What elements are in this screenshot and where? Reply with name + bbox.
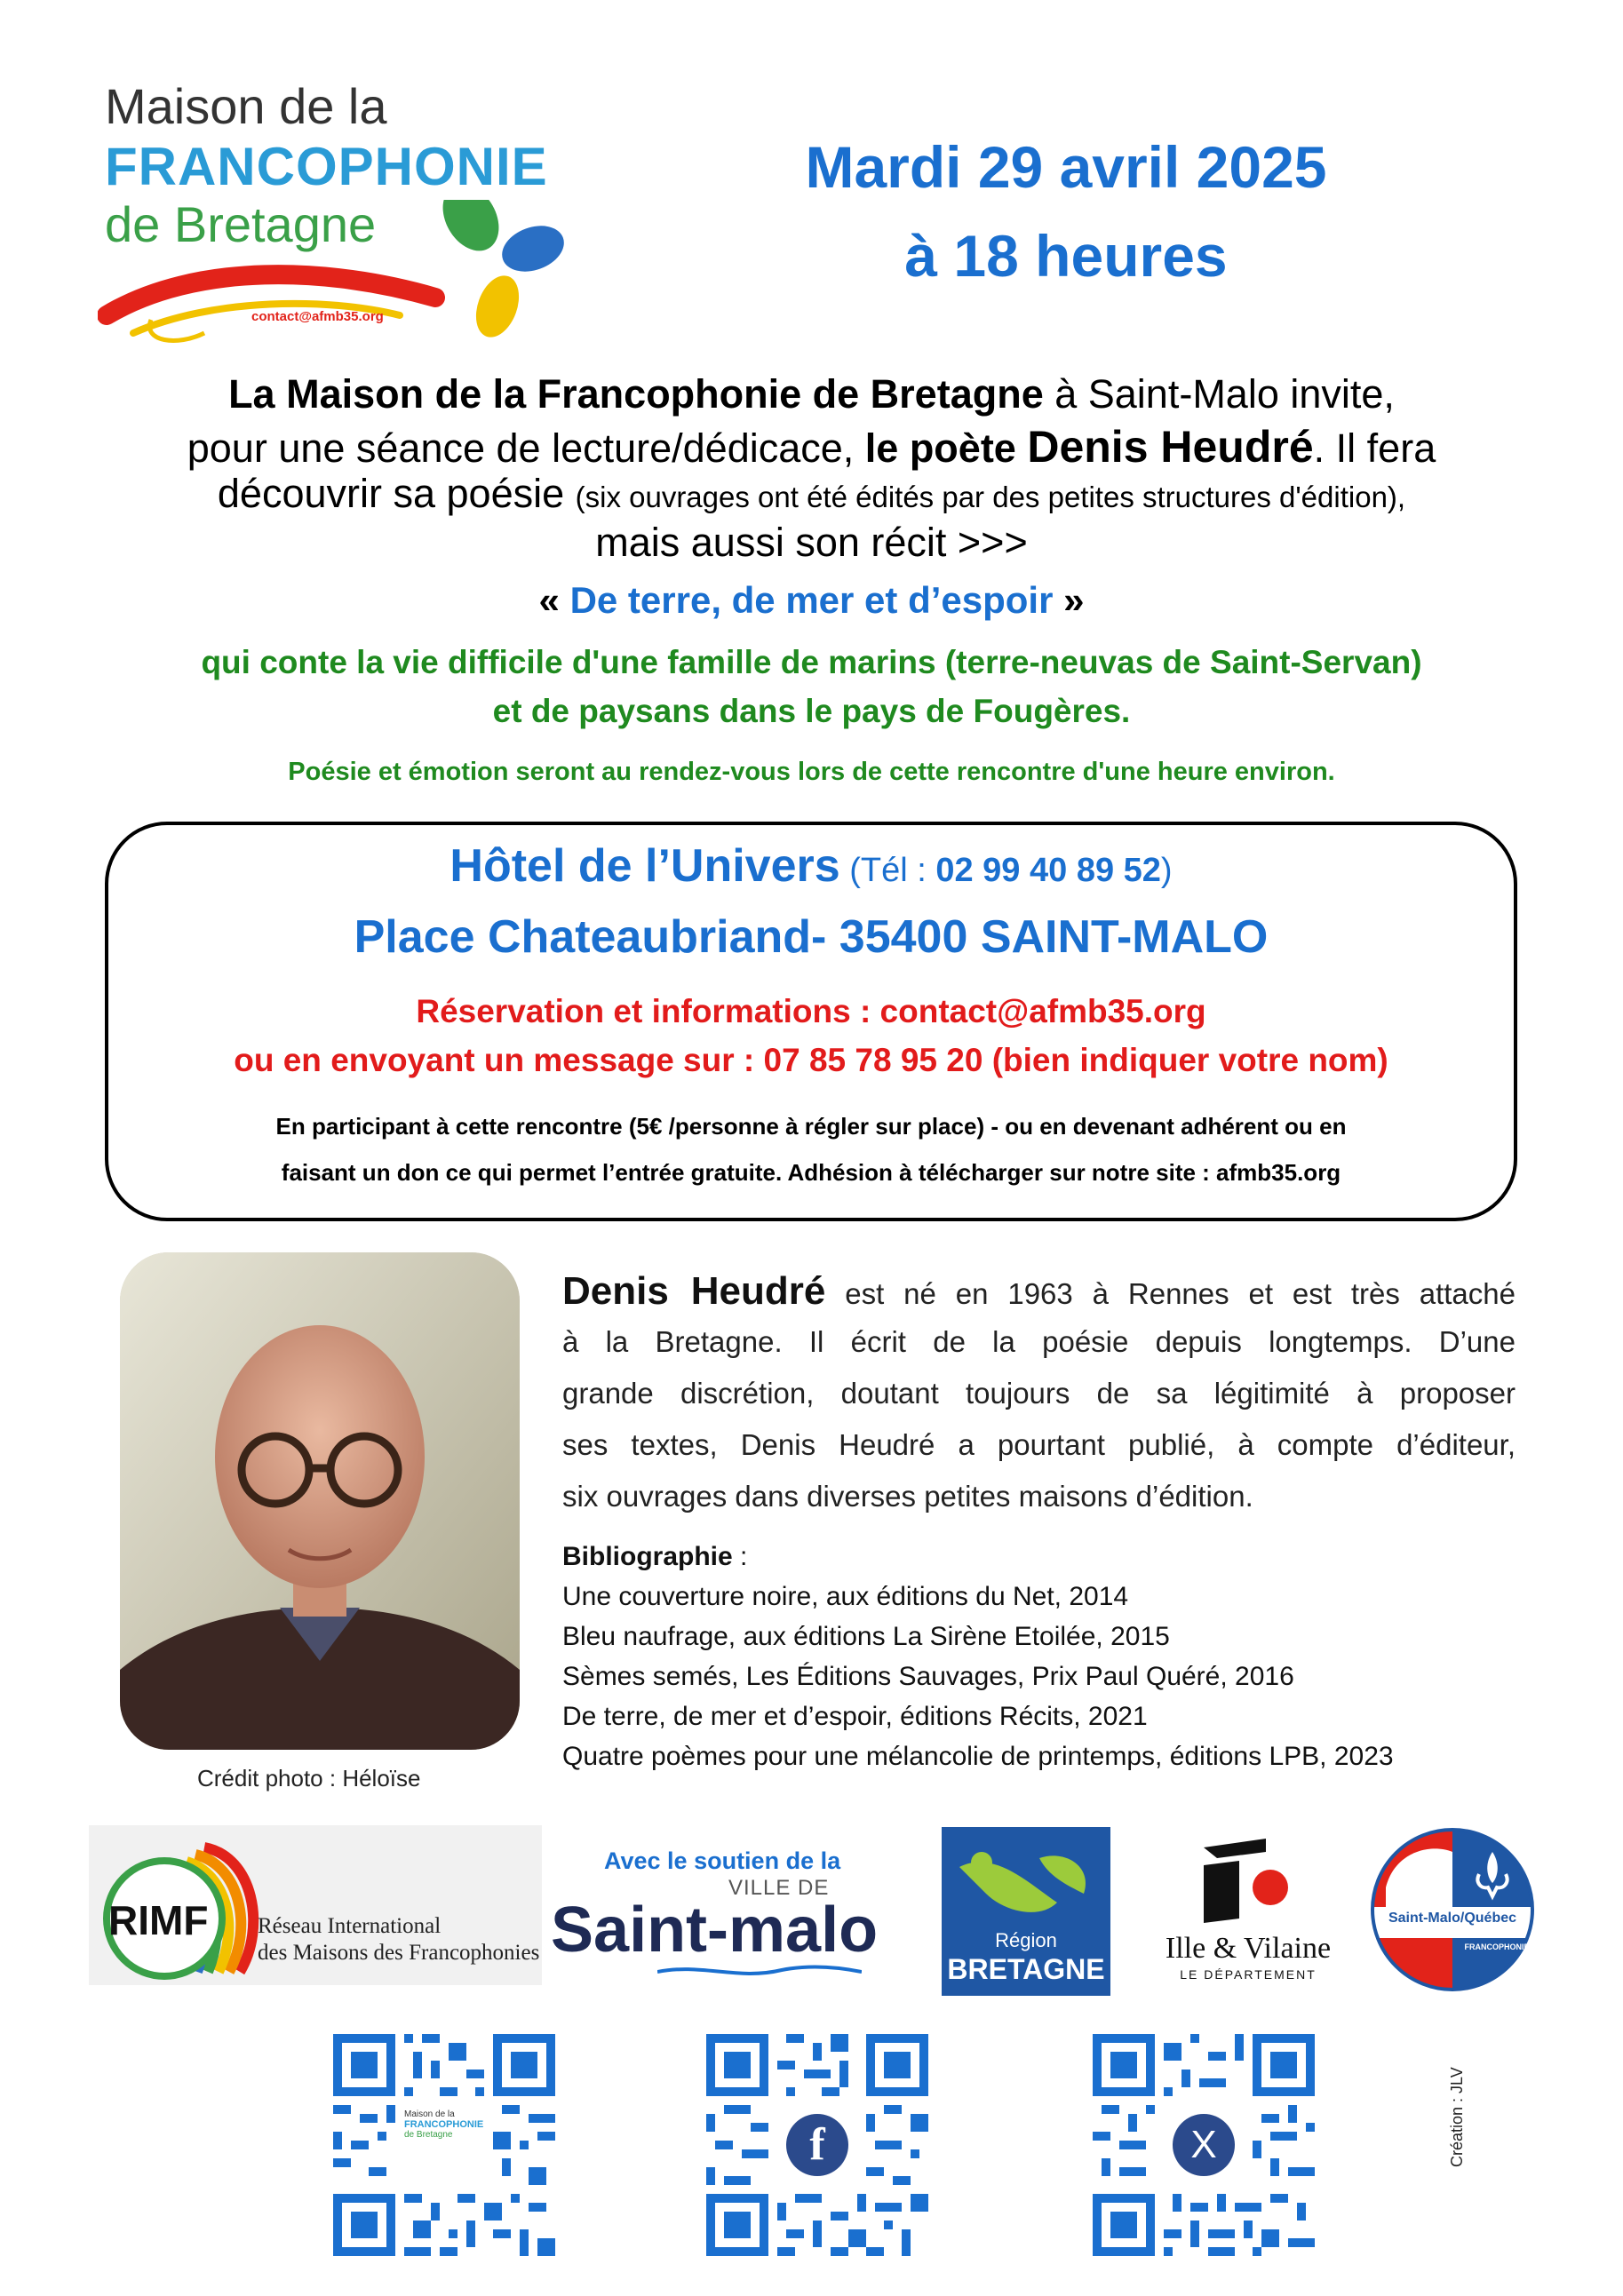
rimf-line-1: Réseau International [258, 1914, 442, 1938]
logo-email: contact@afmb35.org [251, 309, 384, 324]
bibliography-item: De terre, de mer et d’espoir, éditions Récits, 2021 [562, 1702, 1148, 1731]
bibliography-colon: : [732, 1542, 748, 1571]
poet-name: Denis Heudré [1027, 422, 1314, 472]
bibliography-item: Quatre poèmes pour une mélancolie de printemps, éditions LPB, 2023 [562, 1742, 1394, 1771]
quote-open: « [538, 579, 570, 621]
photo-credit: Crédit photo : Héloïse [197, 1765, 421, 1792]
intro-text-bold: le poète [864, 425, 1028, 471]
rimf-line-2: des Maisons des Francophonies [258, 1941, 540, 1965]
facebook-icon-glyph: f [809, 2119, 825, 2170]
intro-text: à Saint-Malo invite, [1043, 371, 1395, 417]
logo-line-1: Maison de la [105, 78, 387, 134]
event-tagline: Poésie et émotion seront au rendez-vous lors de cette rencontre d'une heure environ. [288, 758, 1335, 786]
venue-name-line [105, 839, 1517, 893]
intro-text: . Il fera [1313, 425, 1436, 471]
author-photo [120, 1252, 520, 1750]
book-summary-line-2: et de paysans dans le pays de Fougères. [492, 693, 1131, 729]
intro-text: pour une séance de lecture/dédicace, [187, 425, 865, 471]
intro-line-3 [53, 471, 1570, 517]
saint-malo-name: Saint-malo [551, 1895, 879, 1966]
book-title: De terre, de mer et d’espoir [569, 579, 1054, 621]
bio-line-2: à la Bretagne. Il écrit de la poésie depuis longtemps. D’une [562, 1325, 1516, 1358]
qr-logo-line-1: Maison de la [404, 2109, 455, 2119]
logo-swoosh-icon [98, 196, 569, 351]
rimf-logo [89, 1825, 542, 1985]
bibliography-heading [562, 1537, 747, 1577]
rimf-acronym: RIMF [108, 1897, 209, 1943]
bio-line-4: ses textes, Denis Heudré a pourtant publié, à compte d’éditeur, [562, 1428, 1516, 1461]
bio-line-3: grande discrétion, doutant toujours de sa légitimité à proposer [562, 1377, 1516, 1410]
smq-sub: FRANCOPHONIE [1464, 1942, 1530, 1951]
bio-line-1 [562, 1266, 1516, 1320]
region-name: BRETAGNE [947, 1953, 1105, 1985]
saint-malo-quebec-logo [1368, 1825, 1537, 1994]
bio-line-5: six ouvrages dans diverses petites maisons d’édition. [562, 1480, 1253, 1513]
bibliography-item: Une couverture noire, aux éditions du Net, 2014 [562, 1582, 1129, 1611]
venue-phone: 02 99 40 89 52 [935, 852, 1161, 889]
bio-text: est né en 1963 à Rennes et est très attaché [825, 1277, 1516, 1310]
qr-code-facebook[interactable] [706, 2034, 928, 2256]
venue-address: Place Chateaubriand- 35400 SAINT-MALO [354, 911, 1269, 963]
qr-code-website[interactable] [333, 2034, 555, 2256]
bibliography-item: Bleu naufrage, aux éditions La Sirène Etoilée, 2015 [562, 1622, 1170, 1651]
x-icon-glyph: X [1190, 2123, 1217, 2166]
intro-text: découvrir sa poésie [217, 471, 576, 516]
intro-line-4: mais aussi son récit >>> [595, 520, 1028, 565]
bibliography-item: Sèmes semés, Les Éditions Sauvages, Prix Paul Quéré, 2016 [562, 1662, 1294, 1691]
saint-malo-support: Avec le soutien de la [604, 1847, 841, 1874]
ille-vilaine-logo [1137, 1839, 1359, 1990]
book-summary-line-1: qui conte la vie difficile d'une famille de marins (terre-neuvas de Saint-Servan) [201, 644, 1422, 680]
quote-close: » [1053, 579, 1085, 621]
facebook-icon [786, 2114, 848, 2176]
intro-text-small: (six ouvrages ont été édités par des petites structures d'édition), [575, 481, 1406, 513]
event-date: Mardi 29 avril 2025 [805, 134, 1327, 200]
qr-logo-line-2: FRANCOPHONIE [404, 2119, 484, 2130]
message-line: ou en envoyant un message sur : 07 85 78 95 20 (bien indiquer votre nom) [234, 1042, 1388, 1078]
venue-name: Hôtel de l’Univers [450, 840, 840, 892]
tel-close: ) [1160, 852, 1173, 889]
participation-note-1: En participant à cette rencontre (5€ /personne à régler sur place) - ou en devenant adhérent ou en [275, 1113, 1347, 1140]
event-time: à 18 heures [904, 223, 1228, 289]
participation-note-2: faisant un don ce qui permet l’entrée gratuite. Adhésion à télécharger sur notre site : afmb35.org [281, 1159, 1341, 1186]
qr-center-logo [404, 2109, 489, 2176]
logo-line-2: FRANCOPHONIE [105, 137, 548, 196]
smq-name: Saint-Malo/Québec [1388, 1911, 1517, 1926]
tel-label: (Tél : [839, 852, 936, 889]
ille-vilaine-sub: LE DÉPARTEMENT [1180, 1967, 1317, 1982]
qr-logo-line-3: de Bretagne [404, 2130, 453, 2140]
author-name: Denis Heudré [562, 1269, 826, 1313]
region-label: Région [995, 1929, 1057, 1951]
region-bretagne-logo [942, 1827, 1110, 1996]
design-credit: Création : JLV [1448, 2067, 1466, 2167]
logo-line-3: de Bretagne [105, 196, 377, 252]
bibliography-title: Bibliographie [562, 1542, 733, 1571]
reservation-line: Réservation et informations : contact@afmb35.org [416, 993, 1206, 1029]
saint-malo-ville: VILLE DE [728, 1876, 830, 1900]
book-title-line [53, 579, 1570, 622]
x-icon [1173, 2114, 1235, 2176]
qr-code-x[interactable] [1093, 2034, 1315, 2256]
saint-malo-logo [551, 1847, 924, 1981]
intro-org-name: La Maison de la Francophonie de Bretagne [228, 371, 1044, 417]
ille-vilaine-name: Ille & Vilaine [1165, 1932, 1332, 1965]
intro-line-2 [53, 422, 1570, 473]
intro-line-1 [53, 371, 1570, 417]
